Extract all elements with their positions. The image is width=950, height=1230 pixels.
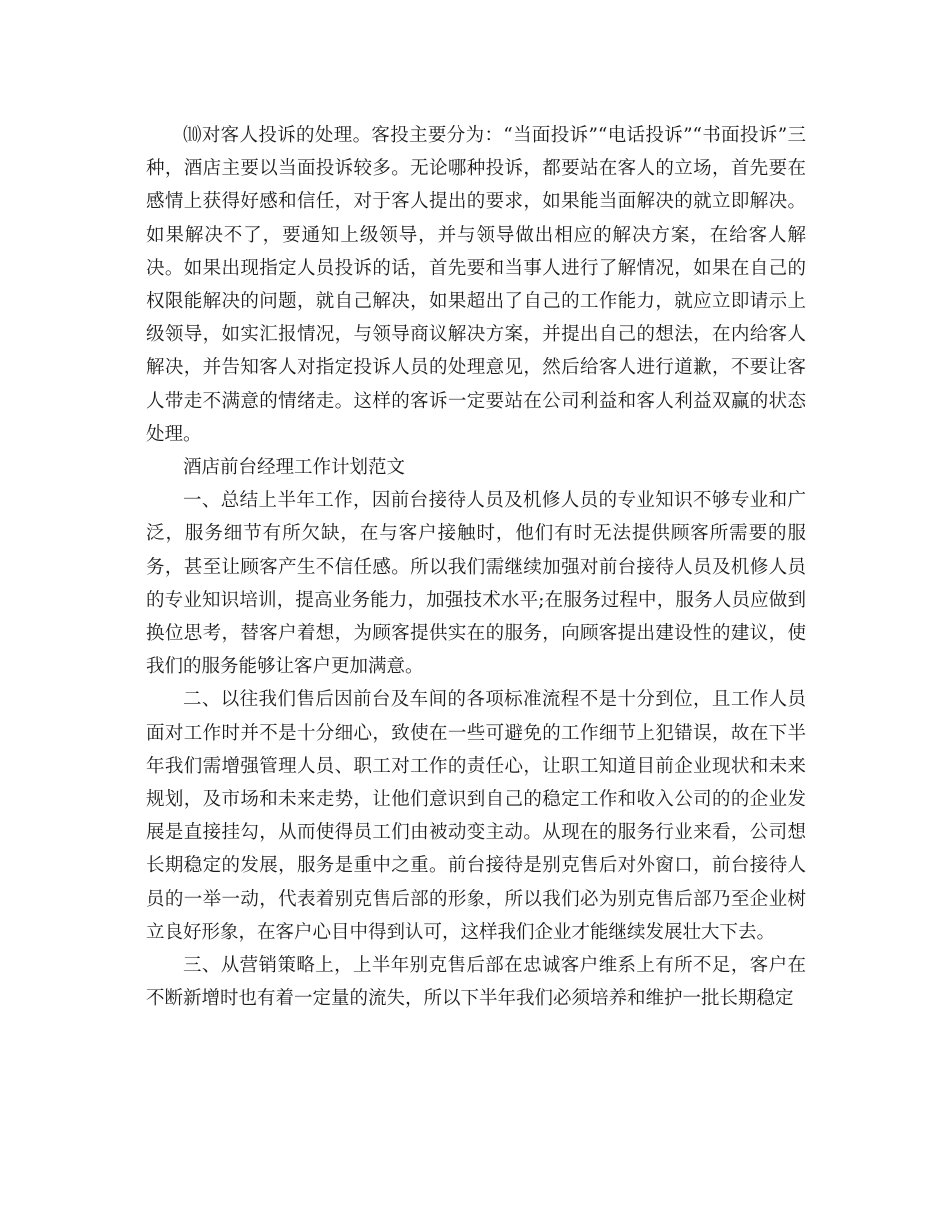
document-body: [146, 119, 806, 1015]
paragraph-point-two: 二、以往我们售后因前台及车间的各项标准流程不是十分到位，且工作人员面对工作时并不是十分细心，致使在一些可避免的工作细节上犯错误，故在下半年我们需增强管理人员、职工对工作的责任心，让职工知道目前企业现状和未来规划，及市场和未来走势，让他们意识到自己的稳定工作和收入公司的的企业发展是直接挂勾，从而使得员工们由被动变主动。从现在的服务行业来看，公司想长期稳定的发展，服务是重中之重。前台接待是别克售后对外窗口，前台接待人员的一举一动，代表着别克售后部的形象，所以我们必为别克售后部乃至企业树立良好形象，在客户心目中得到认可，这样我们企业才能继续发展壮大下去。: [146, 689, 806, 943]
section-heading: 酒店前台经理工作计划范文: [183, 457, 406, 479]
paragraph-point-three: 三、从营销策略上，上半年别克售后部在忠诚客户维系上有所不足，客户在不断新增时也有着一定量的流失，所以下半年我们必须培养和维护一批长期稳定: [146, 955, 806, 1010]
paragraph-point-one: 一、总结上半年工作，因前台接待人员及机修人员的专业知识不够专业和广泛，服务细节有所欠缺，在与客户接触时，他们有时无法提供顾客所需要的服务，甚至让顾客产生不信任感。所以我们需继续加强对前台接待人员及机修人员的专业知识培训，提高业务能力，加强技术水平;在服务过程中，服务人员应做到换位思考，替客户着想，为顾客提供实在的服务，向顾客提出建设性的建议，使我们的服务能够让客户更加满意。: [146, 490, 806, 678]
paragraph-complaint-handling: ⑽对客人投诉的处理。客投主要分为：“当面投诉”“电话投诉”“书面投诉”三种，酒店主要以当面投诉较多。无论哪种投诉，都要站在客人的立场，首先要在感情上获得好感和信任，对于客人提出的要求，如果能当面解决的就立即解决。如果解决不了，要通知上级领导，并与领导做出相应的解决方案，在给客人解决。如果出现指定人员投诉的话，首先要和当事人进行了解情况，如果在自己的权限能解决的问题，就自己解决，如果超出了自己的工作能力，就应立即请示上级领导，如实汇报情况，与领导商议解决方案，并提出自己的想法，在内给客人解决，并告知客人对指定投诉人员的处理意见，然后给客人进行道歉，不要让客人带走不满意的情绪走。这样的客诉一定要站在公司利益和客人利益双赢的状态处理。: [146, 125, 806, 445]
